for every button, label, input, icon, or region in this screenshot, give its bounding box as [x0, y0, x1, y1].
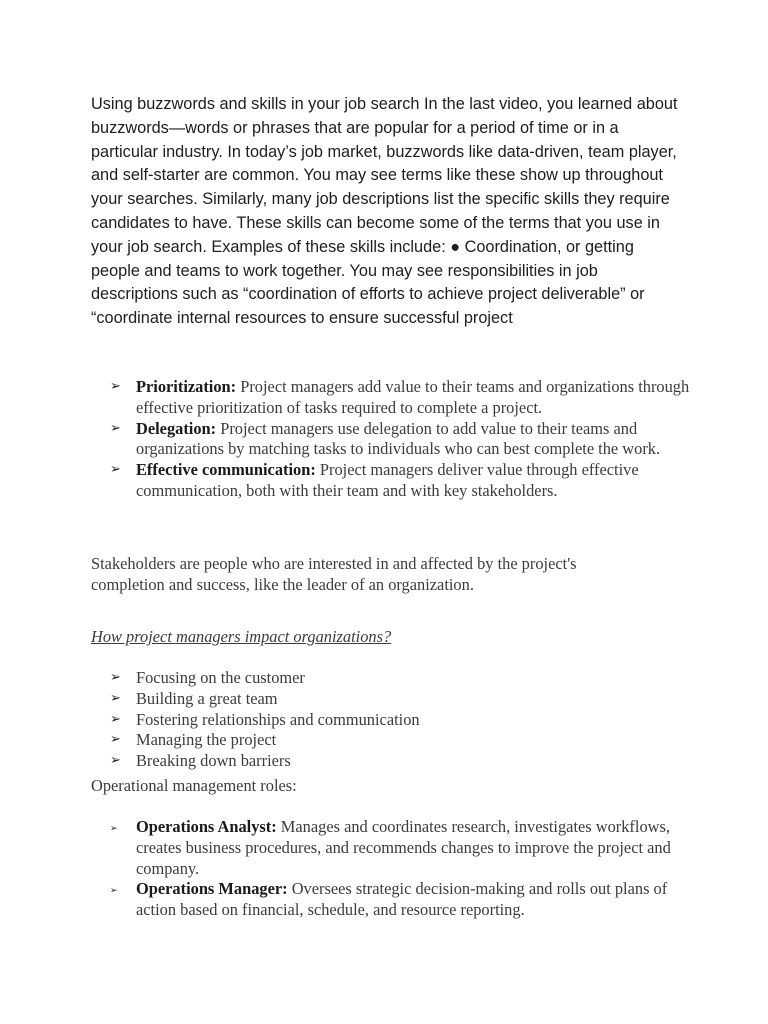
list-item-operations-manager — [91, 879, 691, 921]
list-item — [91, 668, 591, 689]
operational-heading: Operational management roles: — [91, 776, 297, 795]
intro-paragraph: Using buzzwords and skills in your job search In the last video, you learned about buzzwords—words or phrases that are popular for a period of time or in a particular industry. In today’s job market, buzzwords like data-driven, team player, and self-starter are common. You may see terms like these show up throughout your searches. Similarly, many job descriptions list the specific skills they require candidates to have. These skills can become some of the terms that you use in your job search. Examples of these skills include: ● Coordination, or getting people and teams to work together. You may see responsibilities in job descriptions such as “coordination of efforts to achieve project deliverable” or “coordinate internal resources to ensure successful project — [91, 95, 678, 328]
list-item-prioritization — [91, 377, 691, 419]
list-item-text: Building a great team — [136, 688, 278, 708]
list-item — [91, 730, 591, 751]
list-item-term: Effective communication: — [136, 460, 316, 480]
list-item — [91, 689, 591, 710]
list-item-text: Project managers add value to their teams and organizations through effective prioritization of tasks required to complete a project. — [136, 377, 690, 417]
list-item-text: Manages and coordinates research, investigates workflows, creates business procedures, and recommends changes to improve the project and company. — [136, 817, 671, 878]
stakeholders-paragraph: Stakeholders are people who are interested in and affected by the project's completion and success, like the leader of an organization. — [91, 554, 577, 594]
list-item-text: Oversees strategic decision-making and rolls out plans of action based on financial, schedule, and resource reporting. — [136, 879, 668, 920]
list-item-text: Managing the project — [136, 730, 277, 750]
arrow-bullet-icon: ➢ — [110, 379, 121, 394]
arrow-bullet-icon: ➢ — [110, 420, 121, 436]
arrow-bullet-icon: ➢ — [110, 732, 121, 748]
list-item-text: Breaking down barriers — [136, 751, 291, 771]
arrow-bullet-icon: ➢ — [110, 753, 121, 769]
roles-list — [91, 817, 691, 921]
arrow-bullet-icon: ➢ — [110, 711, 121, 727]
list-item-text: Project managers deliver value through effective communication, both with their team and with key stakeholders. — [136, 460, 639, 500]
arrow-bullet-icon: ➢ — [110, 462, 121, 478]
list-item-effective-communication — [91, 460, 691, 502]
arrow-bullet-icon: ➢ — [110, 886, 118, 897]
list-item-text: Project managers use delegation to add value to their teams and organizations by matching tasks to individuals who can best complete the work. — [136, 418, 661, 459]
list-item-term: Operations Manager: — [136, 879, 288, 899]
list-item-delegation — [91, 419, 691, 461]
impact-heading: How project managers impact organizations? — [91, 627, 392, 646]
value-list — [91, 377, 691, 502]
arrow-bullet-icon: ➢ — [110, 824, 118, 834]
impact-list — [91, 668, 591, 772]
list-item-text: Focusing on the customer — [136, 668, 305, 687]
list-item — [91, 710, 591, 731]
list-item-term: Operations Analyst: — [136, 817, 277, 836]
arrow-bullet-icon: ➢ — [110, 690, 121, 706]
arrow-bullet-icon: ➢ — [110, 670, 121, 685]
list-item-term: Delegation: — [136, 418, 217, 438]
list-item-text: Fostering relationships and communication — [136, 709, 420, 729]
list-item — [91, 751, 591, 772]
list-item-operations-analyst — [91, 817, 691, 879]
list-item-term: Prioritization: — [136, 377, 237, 396]
